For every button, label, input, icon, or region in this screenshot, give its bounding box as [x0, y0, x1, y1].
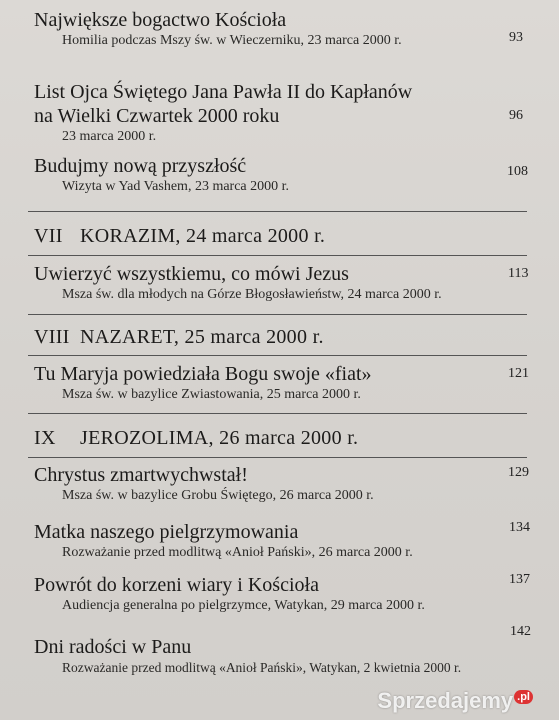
entry-title: Dni radości w Panu [34, 636, 192, 658]
section-divider [28, 255, 527, 256]
page-number: 108 [507, 164, 528, 179]
toc-entry [34, 8, 559, 49]
section-number: VII [34, 225, 63, 247]
section-number: IX [34, 427, 56, 449]
page-number: 137 [509, 572, 530, 587]
section-number: VIII [34, 326, 70, 348]
section-divider [28, 211, 527, 212]
entry-subtitle: Msza św. w bazylice Grobu Świętego, 26 marca 2000 r. [62, 488, 374, 503]
entry-subtitle: Wizyta w Yad Vashem, 23 marca 2000 r. [62, 179, 290, 194]
section-divider [28, 413, 527, 414]
section-divider [28, 314, 527, 315]
watermark-suffix: .pl [514, 690, 533, 704]
toc-entry [34, 463, 559, 504]
toc-entry [34, 362, 559, 403]
toc-entry [34, 80, 559, 145]
toc-entry [34, 635, 559, 676]
section-heading [34, 225, 325, 248]
toc-entry [34, 154, 559, 195]
page-number: 113 [508, 266, 529, 281]
section-title: NAZARET, 25 marca 2000 r. [80, 326, 324, 348]
section-title: JEROZOLIMA, 26 marca 2000 r. [80, 427, 359, 449]
page-number: 129 [508, 465, 529, 480]
entry-title: Matka naszego pielgrzymowania [34, 521, 299, 543]
entry-title: Powrót do korzeni wiary i Kościoła [34, 574, 319, 596]
entry-title: Uwierzyć wszystkiemu, co mówi Jezus [34, 263, 349, 285]
entry-subtitle: Msza św. w bazylice Zwiastowania, 25 marca 2000 r. [62, 387, 361, 402]
page-number: 134 [509, 520, 530, 535]
section-divider [28, 355, 527, 356]
toc-entry [34, 262, 559, 303]
page-number: 93 [509, 30, 523, 45]
toc-entry [34, 520, 559, 561]
entry-title: Tu Maryja powiedziała Bogu swoje «fiat» [34, 363, 372, 385]
entry-subtitle: Audiencja generalna po pielgrzymce, Watykan, 29 marca 2000 r. [62, 598, 425, 613]
entry-subtitle: 23 marca 2000 r. [62, 129, 157, 144]
watermark-text: Sprzedajemy [377, 688, 514, 713]
entry-title: Chrystus zmartwychwstał! [34, 464, 248, 486]
page-number: 142 [510, 624, 531, 639]
entry-subtitle: Msza św. dla młodych na Górze Błogosławieństw, 24 marca 2000 r. [62, 287, 442, 302]
entry-subtitle: Homilia podczas Mszy św. w Wieczerniku, 23 marca 2000 r. [62, 33, 402, 48]
page-number: 96 [509, 108, 523, 123]
entry-title: Największe bogactwo Kościoła [34, 9, 287, 31]
page-number: 121 [508, 366, 529, 381]
entry-title-line2: na Wielki Czwartek 2000 roku [34, 105, 280, 127]
watermark-logo [377, 688, 533, 714]
section-title: KORAZIM, 24 marca 2000 r. [80, 225, 326, 247]
entry-subtitle: Rozważanie przed modlitwą «Anioł Pański», Watykan, 2 kwietnia 2000 r. [62, 660, 462, 675]
entry-subtitle: Rozważanie przed modlitwą «Anioł Pański», 26 marca 2000 r. [62, 545, 413, 560]
entry-title-line1: List Ojca Świętego Jana Pawła II do Kapłanów [34, 81, 413, 103]
entry-title: Budujmy nową przyszłość [34, 155, 247, 177]
toc-entry [34, 573, 559, 614]
section-divider [28, 457, 527, 458]
section-heading [34, 427, 358, 450]
section-heading [34, 326, 324, 349]
